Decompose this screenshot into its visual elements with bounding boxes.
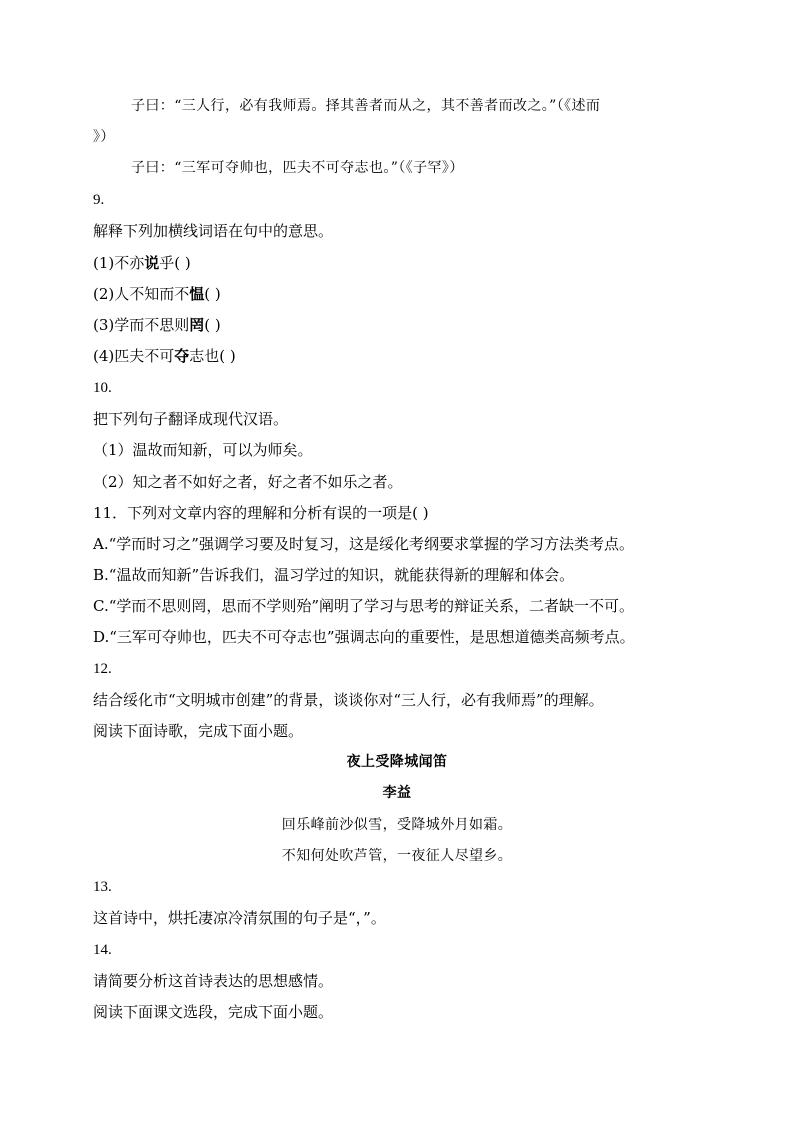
poem-line-1: 回乐峰前沙似雪，受降城外月如霜。 xyxy=(281,817,513,833)
question-9-number: 9. xyxy=(93,192,105,208)
poem-title: 夜上受降城闻笛 xyxy=(346,754,448,770)
poem-line-2: 不知何处吹芦管，一夜征人尽望乡。 xyxy=(281,848,513,864)
item-text: ( ) xyxy=(204,285,221,303)
poem-instruction: 阅读下面诗歌，完成下面小题。 xyxy=(93,722,304,740)
question-14-number: 14. xyxy=(93,942,112,958)
question-12-number: 12. xyxy=(93,661,112,677)
question-11-stem: 11．下列对文章内容的理解和分析有误的一项是( ) xyxy=(93,504,429,522)
item-text: (4)匹夫不可 xyxy=(93,347,175,365)
quote-shu-er: 子曰：“三人行，必有我师焉。择其善者而从之，其不善者而改之。”（《述而 xyxy=(131,98,601,114)
question-10-stem: 把下列句子翻译成现代汉语。 xyxy=(93,410,289,428)
underlined-word: 夺 xyxy=(174,347,190,365)
question-10-number: 10. xyxy=(93,380,112,396)
underlined-word: 罔 xyxy=(189,316,205,334)
question-10-item-2: （2）知之者不如好之者，好之者不如乐之者。 xyxy=(93,473,403,491)
question-10-item-1: （1）温故而知新，可以为师矣。 xyxy=(93,441,313,459)
poem-author: 李益 xyxy=(382,785,412,801)
question-11-option-a: A.“学而时习之”强调学习要及时复习，这是绥化考纲要求掌握的学习方法类考点。 xyxy=(93,535,634,553)
item-text: (3)学而不思则 xyxy=(93,316,190,334)
question-11-option-d: D.“三军可夺帅也，匹夫不可夺志也”强调志向的重要性，是思想道德类高频考点。 xyxy=(93,628,635,646)
quote-zi-han: 子曰：“三军可夺帅也，匹夫不可夺志也。”（《子罕》） xyxy=(131,160,464,176)
item-text: 志也( ) xyxy=(189,347,236,365)
question-13-number: 13. xyxy=(93,879,112,895)
question-9-item-2 xyxy=(93,284,221,304)
item-text: ( ) xyxy=(204,316,221,334)
passage-instruction: 阅读下面课文选段，完成下面小题。 xyxy=(93,1003,334,1021)
question-11-option-c: C.“学而不思则罔，思而不学则殆”阐明了学习与思考的辩证关系，二者缺一不可。 xyxy=(93,597,635,615)
question-9-item-3 xyxy=(93,315,221,335)
underlined-word: 愠 xyxy=(189,285,205,303)
underlined-word: 说 xyxy=(144,254,160,272)
quote-shu-er-end: 》） xyxy=(93,129,115,145)
question-12-stem: 结合绥化市“文明城市创建”的背景，谈谈你对“三人行，必有我师焉”的理解。 xyxy=(93,691,604,709)
item-text: (1)不亦 xyxy=(93,254,145,272)
question-9-item-1 xyxy=(93,253,191,273)
item-text: 乎( ) xyxy=(159,254,191,272)
question-14-stem: 请简要分析这首诗表达的思想感情。 xyxy=(93,972,334,990)
question-9-stem: 解释下列加横线词语在句中的意思。 xyxy=(93,222,334,240)
question-9-item-4 xyxy=(93,346,236,366)
item-text: (2)人不知而不 xyxy=(93,285,190,303)
question-13-stem: 这首诗中，烘托凄凉冷清氛围的句子是“，”。 xyxy=(93,909,386,927)
question-11-option-b: B.“温故而知新”告诉我们，温习学过的知识，就能获得新的理解和体会。 xyxy=(93,566,575,584)
